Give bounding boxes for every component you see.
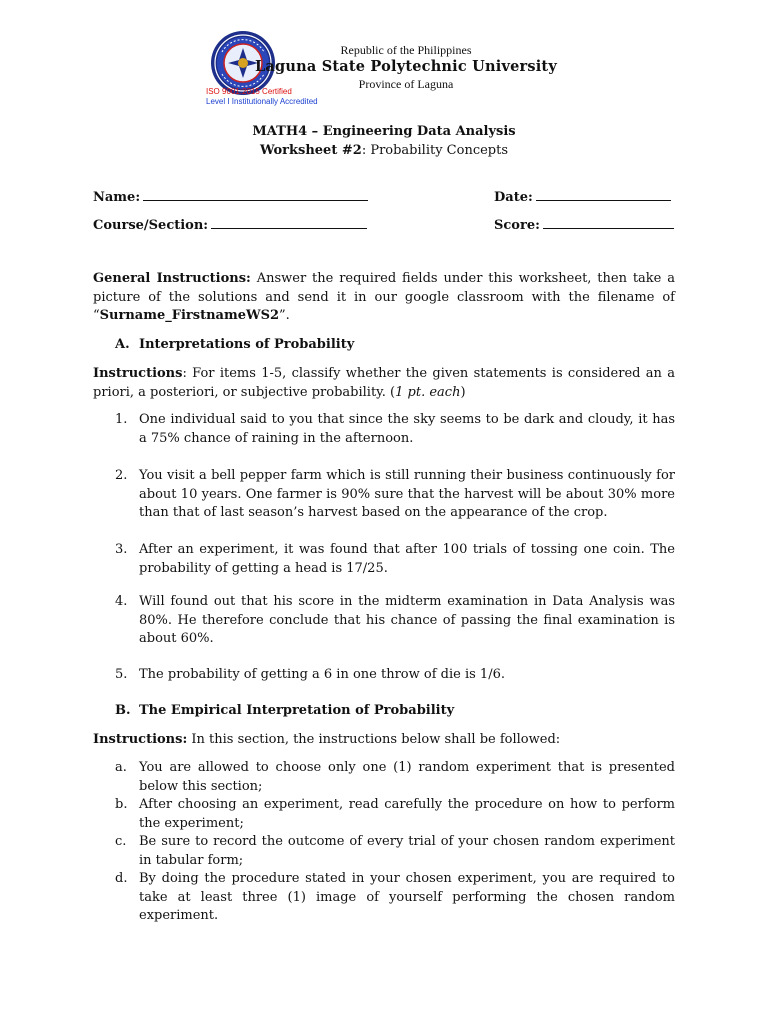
score-label: Score:	[494, 218, 540, 233]
item-letter: d.	[115, 871, 128, 886]
item-text: After an experiment, it was found that after 100 trials of tossing one coin. The probability of getting a head is 17/25.	[139, 542, 675, 576]
section-b-instructions-text: In this section, the instructions below shall be followed:	[187, 732, 561, 747]
course-section-label: Course/Section:	[93, 218, 209, 233]
iso-certification: ISO 9001:2015 Certified	[206, 87, 292, 96]
section-a-instructions-text: : For items 1-5, classify whether the given statements is considered an a priori, a posteriori, or subjective probability. (	[93, 366, 675, 400]
item-letter: c.	[115, 834, 127, 849]
section-b-heading	[115, 703, 454, 718]
item-number: 1.	[115, 412, 128, 427]
course-section-blank[interactable]	[211, 216, 367, 229]
section-a-instructions	[93, 365, 675, 402]
item-letter: a.	[115, 760, 127, 775]
filename-text: Surname_FirstnameWS2	[99, 308, 280, 323]
general-instructions-text: Answer the required fields under this worksheet, then take a picture of the solutions and send it in our google classroom with the filename of “	[93, 271, 675, 323]
score-blank[interactable]	[543, 216, 674, 229]
list-item	[115, 870, 675, 926]
worksheet-title	[0, 143, 768, 158]
general-instructions	[93, 270, 675, 326]
general-instructions-end: ”.	[279, 308, 290, 323]
item-number: 4.	[115, 594, 128, 609]
item-text: Be sure to record the outcome of every trial of your chosen random experiment in tabular form;	[139, 834, 675, 868]
date-blank[interactable]	[536, 188, 671, 201]
item-number: 2.	[115, 468, 128, 483]
name-label: Name:	[93, 190, 141, 205]
general-instructions-label: General Instructions:	[93, 271, 251, 286]
list-item	[115, 666, 675, 685]
worksheet-label: Worksheet #2	[259, 143, 362, 158]
list-item	[115, 593, 675, 649]
item-text: After choosing an experiment, read carefully the procedure on how to perform the experiment;	[139, 797, 675, 831]
list-item	[115, 759, 675, 796]
date-field[interactable]	[494, 188, 671, 205]
name-blank[interactable]	[143, 188, 368, 201]
item-letter: b.	[115, 797, 128, 812]
section-b-title: The Empirical Interpretation of Probability	[139, 703, 455, 718]
accreditation-level: Level I Institutionally Accredited	[206, 97, 318, 106]
item-text: One individual said to you that since the sky seems to be dark and cloudy, it has a 75% chance of raining in the afternoon.	[139, 412, 675, 446]
score-field[interactable]	[494, 216, 674, 233]
course-section-field[interactable]	[93, 216, 367, 233]
section-a-points: 1 pt. each	[395, 384, 461, 400]
section-a-letter: A.	[115, 337, 130, 352]
section-a-instructions-end: )	[460, 384, 466, 400]
section-b-instructions-label: Instructions:	[93, 732, 188, 747]
item-number: 5.	[115, 667, 128, 682]
republic-line: Republic of the Philippines	[340, 43, 472, 57]
section-a-instructions-label: Instructions	[93, 366, 183, 381]
date-label: Date:	[494, 190, 533, 205]
section-a-title: Interpretations of Probability	[139, 337, 355, 352]
item-text: Will found out that his score in the midterm examination in Data Analysis was 80%. He therefore conclude that his chance of passing the final examination is about 60%.	[139, 594, 675, 646]
item-number: 3.	[115, 542, 128, 557]
item-text: You visit a bell pepper farm which is still running their business continuously for about 10 years. One farmer is 90% sure that the harvest will be about 30% more than that of last season’s harvest based on the appearance of the crop.	[139, 468, 675, 520]
list-item	[115, 541, 675, 578]
section-b-letter: B.	[115, 703, 131, 718]
section-a-heading	[115, 337, 354, 352]
item-text: The probability of getting a 6 in one throw of die is 1/6.	[139, 667, 505, 682]
section-b-instructions	[93, 731, 675, 750]
list-item	[115, 833, 675, 870]
name-field[interactable]	[93, 188, 368, 205]
course-title: MATH4 – Engineering Data Analysis	[252, 124, 516, 139]
list-item	[115, 796, 675, 833]
list-item	[115, 467, 675, 523]
worksheet-topic: : Probability Concepts	[361, 143, 509, 158]
item-text: By doing the procedure stated in your chosen experiment, you are required to take at least three (1) image of yourself performing the chosen random experiment.	[139, 871, 675, 923]
item-text: You are allowed to choose only one (1) random experiment that is presented below this section;	[139, 760, 675, 794]
list-item	[115, 411, 675, 448]
university-name: Laguna State Polytechnic University	[255, 58, 557, 75]
province-line: Province of Laguna	[358, 77, 454, 91]
